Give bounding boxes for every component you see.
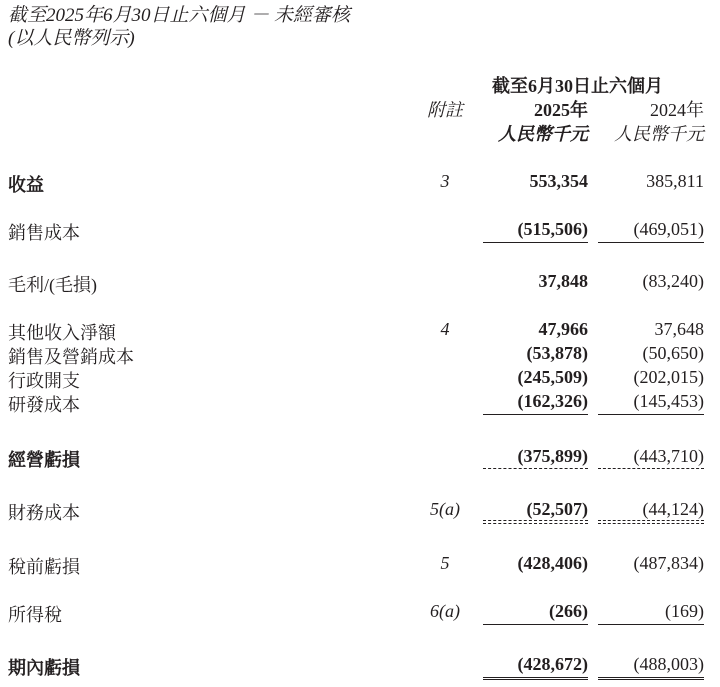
- row-note-finance-costs: 5(a): [430, 499, 460, 519]
- period-heading: 截至6月30日止六個月: [492, 76, 663, 96]
- unit-current-heading: 人民幣千元: [498, 124, 588, 144]
- row-label-admin-expenses: 行政開支: [8, 371, 80, 391]
- row-label-income-tax: 所得稅: [8, 605, 62, 625]
- subtotal-rule: [483, 520, 588, 524]
- row-label-other-income: 其他收入淨額: [8, 323, 116, 343]
- row-prior-gross-profit: (83,240): [642, 271, 704, 291]
- row-label-finance-costs: 財務成本: [8, 503, 80, 523]
- subtotal-rule: [598, 242, 704, 243]
- subtotal-rule: [483, 414, 588, 415]
- row-label-gross-profit: 毛利/(毛損): [8, 275, 97, 295]
- row-prior-cost-of-sales: (469,051): [633, 219, 704, 239]
- row-label-revenue: 收益: [8, 175, 44, 195]
- row-current-loss-before-tax: (428,406): [517, 553, 588, 573]
- row-note-income-tax: 6(a): [430, 601, 460, 621]
- row-label-loss-for-period: 期內虧損: [8, 658, 80, 678]
- total-double-rule: [483, 677, 588, 680]
- subtotal-rule: [598, 624, 704, 625]
- row-current-rd-costs: (162,326): [517, 391, 588, 411]
- row-prior-loss-for-period: (488,003): [633, 654, 704, 674]
- statement-title: 截至2025年6月30日止六個月 － 未經審核: [8, 5, 351, 26]
- subtotal-rule: [598, 520, 704, 524]
- row-current-admin-expenses: (245,509): [517, 367, 588, 387]
- row-current-cost-of-sales: (515,506): [517, 219, 588, 239]
- row-prior-other-income: 37,648: [654, 319, 704, 339]
- row-prior-finance-costs: (44,124): [642, 499, 704, 519]
- row-current-loss-for-period: (428,672): [517, 654, 588, 674]
- subtotal-rule: [598, 468, 704, 469]
- row-current-other-income: 47,966: [538, 319, 588, 339]
- row-label-loss-before-tax: 稅前虧損: [8, 557, 80, 577]
- row-current-operating-loss: (375,899): [517, 446, 588, 466]
- subtotal-rule: [483, 242, 588, 243]
- year-current-heading: 2025年: [534, 100, 588, 120]
- subtotal-rule: [483, 624, 588, 625]
- year-prior-heading: 2024年: [650, 100, 704, 120]
- subtotal-rule: [483, 468, 588, 469]
- row-prior-rd-costs: (145,453): [633, 391, 704, 411]
- row-label-operating-loss: 經營虧損: [8, 450, 80, 470]
- row-prior-income-tax: (169): [665, 601, 704, 621]
- row-note-other-income: 4: [440, 319, 450, 339]
- row-prior-admin-expenses: (202,015): [633, 367, 704, 387]
- currency-note: (以人民幣列示): [8, 28, 135, 49]
- row-note-loss-before-tax: 5: [440, 553, 450, 573]
- row-prior-revenue: 385,811: [646, 171, 704, 191]
- row-current-income-tax: (266): [549, 601, 588, 621]
- row-label-rd-costs: 研發成本: [8, 395, 80, 415]
- row-current-revenue: 553,354: [529, 171, 588, 191]
- row-label-selling-costs: 銷售及營銷成本: [8, 347, 134, 367]
- note-column-heading: 附註: [427, 100, 463, 120]
- row-label-cost-of-sales: 銷售成本: [8, 223, 80, 243]
- row-current-gross-profit: 37,848: [538, 271, 588, 291]
- subtotal-rule: [598, 414, 704, 415]
- row-current-finance-costs: (52,507): [526, 499, 588, 519]
- row-prior-loss-before-tax: (487,834): [633, 553, 704, 573]
- row-note-revenue: 3: [440, 171, 450, 191]
- total-double-rule: [598, 677, 704, 680]
- row-prior-selling-costs: (50,650): [642, 343, 704, 363]
- row-current-selling-costs: (53,878): [526, 343, 588, 363]
- row-prior-operating-loss: (443,710): [633, 446, 704, 466]
- unit-prior-heading: 人民幣千元: [614, 124, 704, 144]
